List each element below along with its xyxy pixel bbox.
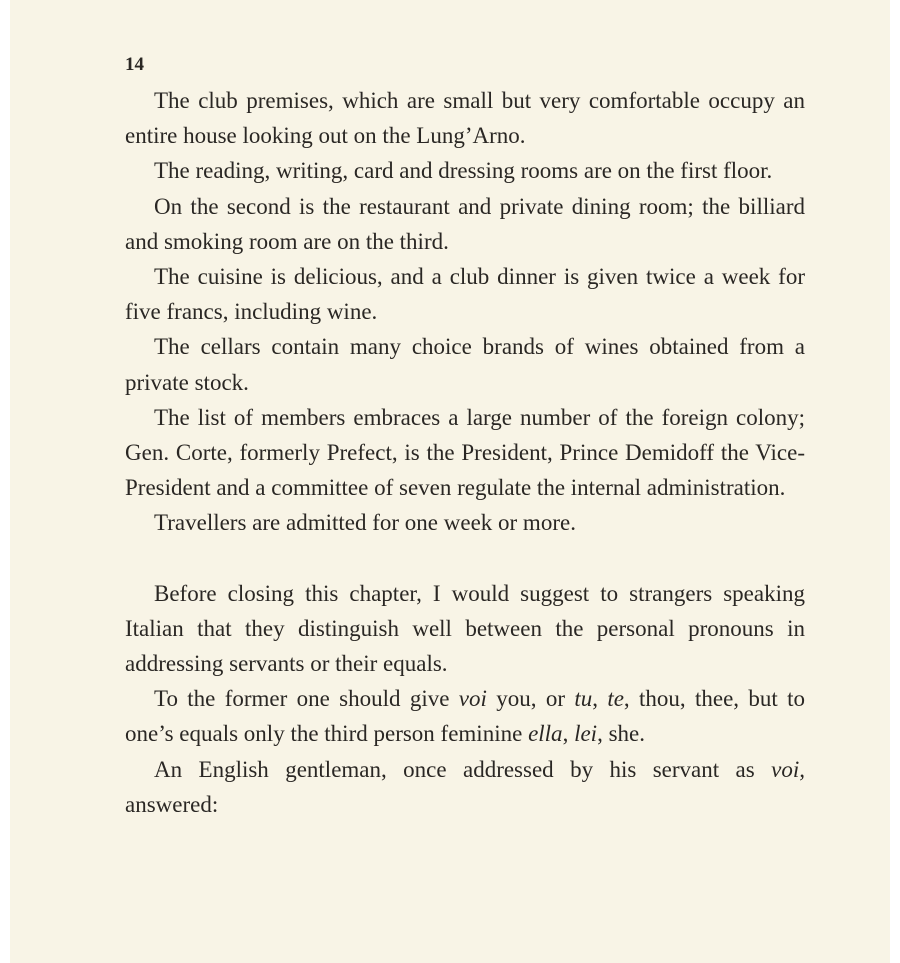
pronoun-voi: voi <box>458 686 487 712</box>
gentleman-text-1: An English gentleman, once addressed by his servant as <box>154 756 772 782</box>
paragraph-closing-advice: Before closing this chapter, I would suggest to strangers speaking Italian that they distinguish well between the personal pronouns in addressing servants or their equals. <box>125 580 805 677</box>
gentleman-text-2: answered: <box>125 791 219 817</box>
pronoun-ella: ella <box>528 721 563 747</box>
pronoun-te: te <box>607 686 624 712</box>
pronoun-voi-quoted: voi, <box>771 756 805 782</box>
paragraph-members: The list of members embraces a large number of the foreign colony; Gen. Corte, formerly Prefect, is the President, Prince Demidoff the Vice-President and a committee of seven regulate the internal administration. <box>125 404 805 501</box>
section-gap <box>125 541 805 576</box>
page-body <box>125 83 805 822</box>
pronouns-text-2: you, or <box>486 686 575 712</box>
paragraph-second-third-floors: On the second is the restaurant and private dining room; the billiard and smoking room are on the third. <box>125 193 805 254</box>
paragraph-english-gentleman <box>125 752 805 822</box>
pronouns-text-6: , she. <box>597 721 645 747</box>
paragraph-cuisine: The cuisine is delicious, and a club dinner is given twice a week for five francs, including wine. <box>125 264 805 325</box>
paragraph-cellars: The cellars contain many choice brands of wines obtained from a private stock. <box>125 334 805 395</box>
book-page <box>10 0 890 963</box>
paragraph-travellers: Travellers are admitted for one week or more. <box>154 510 576 536</box>
paragraph-pronouns <box>125 681 805 751</box>
pronoun-tu: tu <box>574 686 593 712</box>
pronouns-text-1: To the former one should give <box>154 686 459 712</box>
paragraph-club-premises: The club premises, which are small but very comfortable occupy an entire house looking out on the Lung’Arno. <box>125 88 805 149</box>
page-number: 14 <box>125 54 144 75</box>
pronouns-text-5: , <box>562 721 575 747</box>
pronoun-lei: lei <box>574 721 598 747</box>
paragraph-first-floor-rooms: The reading, writing, card and dressing rooms are on the first floor. <box>154 158 773 184</box>
pronouns-text-3: , <box>592 686 608 712</box>
pronouns-text-4: , thou, thee, but to one’s equals only the third person feminine <box>125 686 805 747</box>
